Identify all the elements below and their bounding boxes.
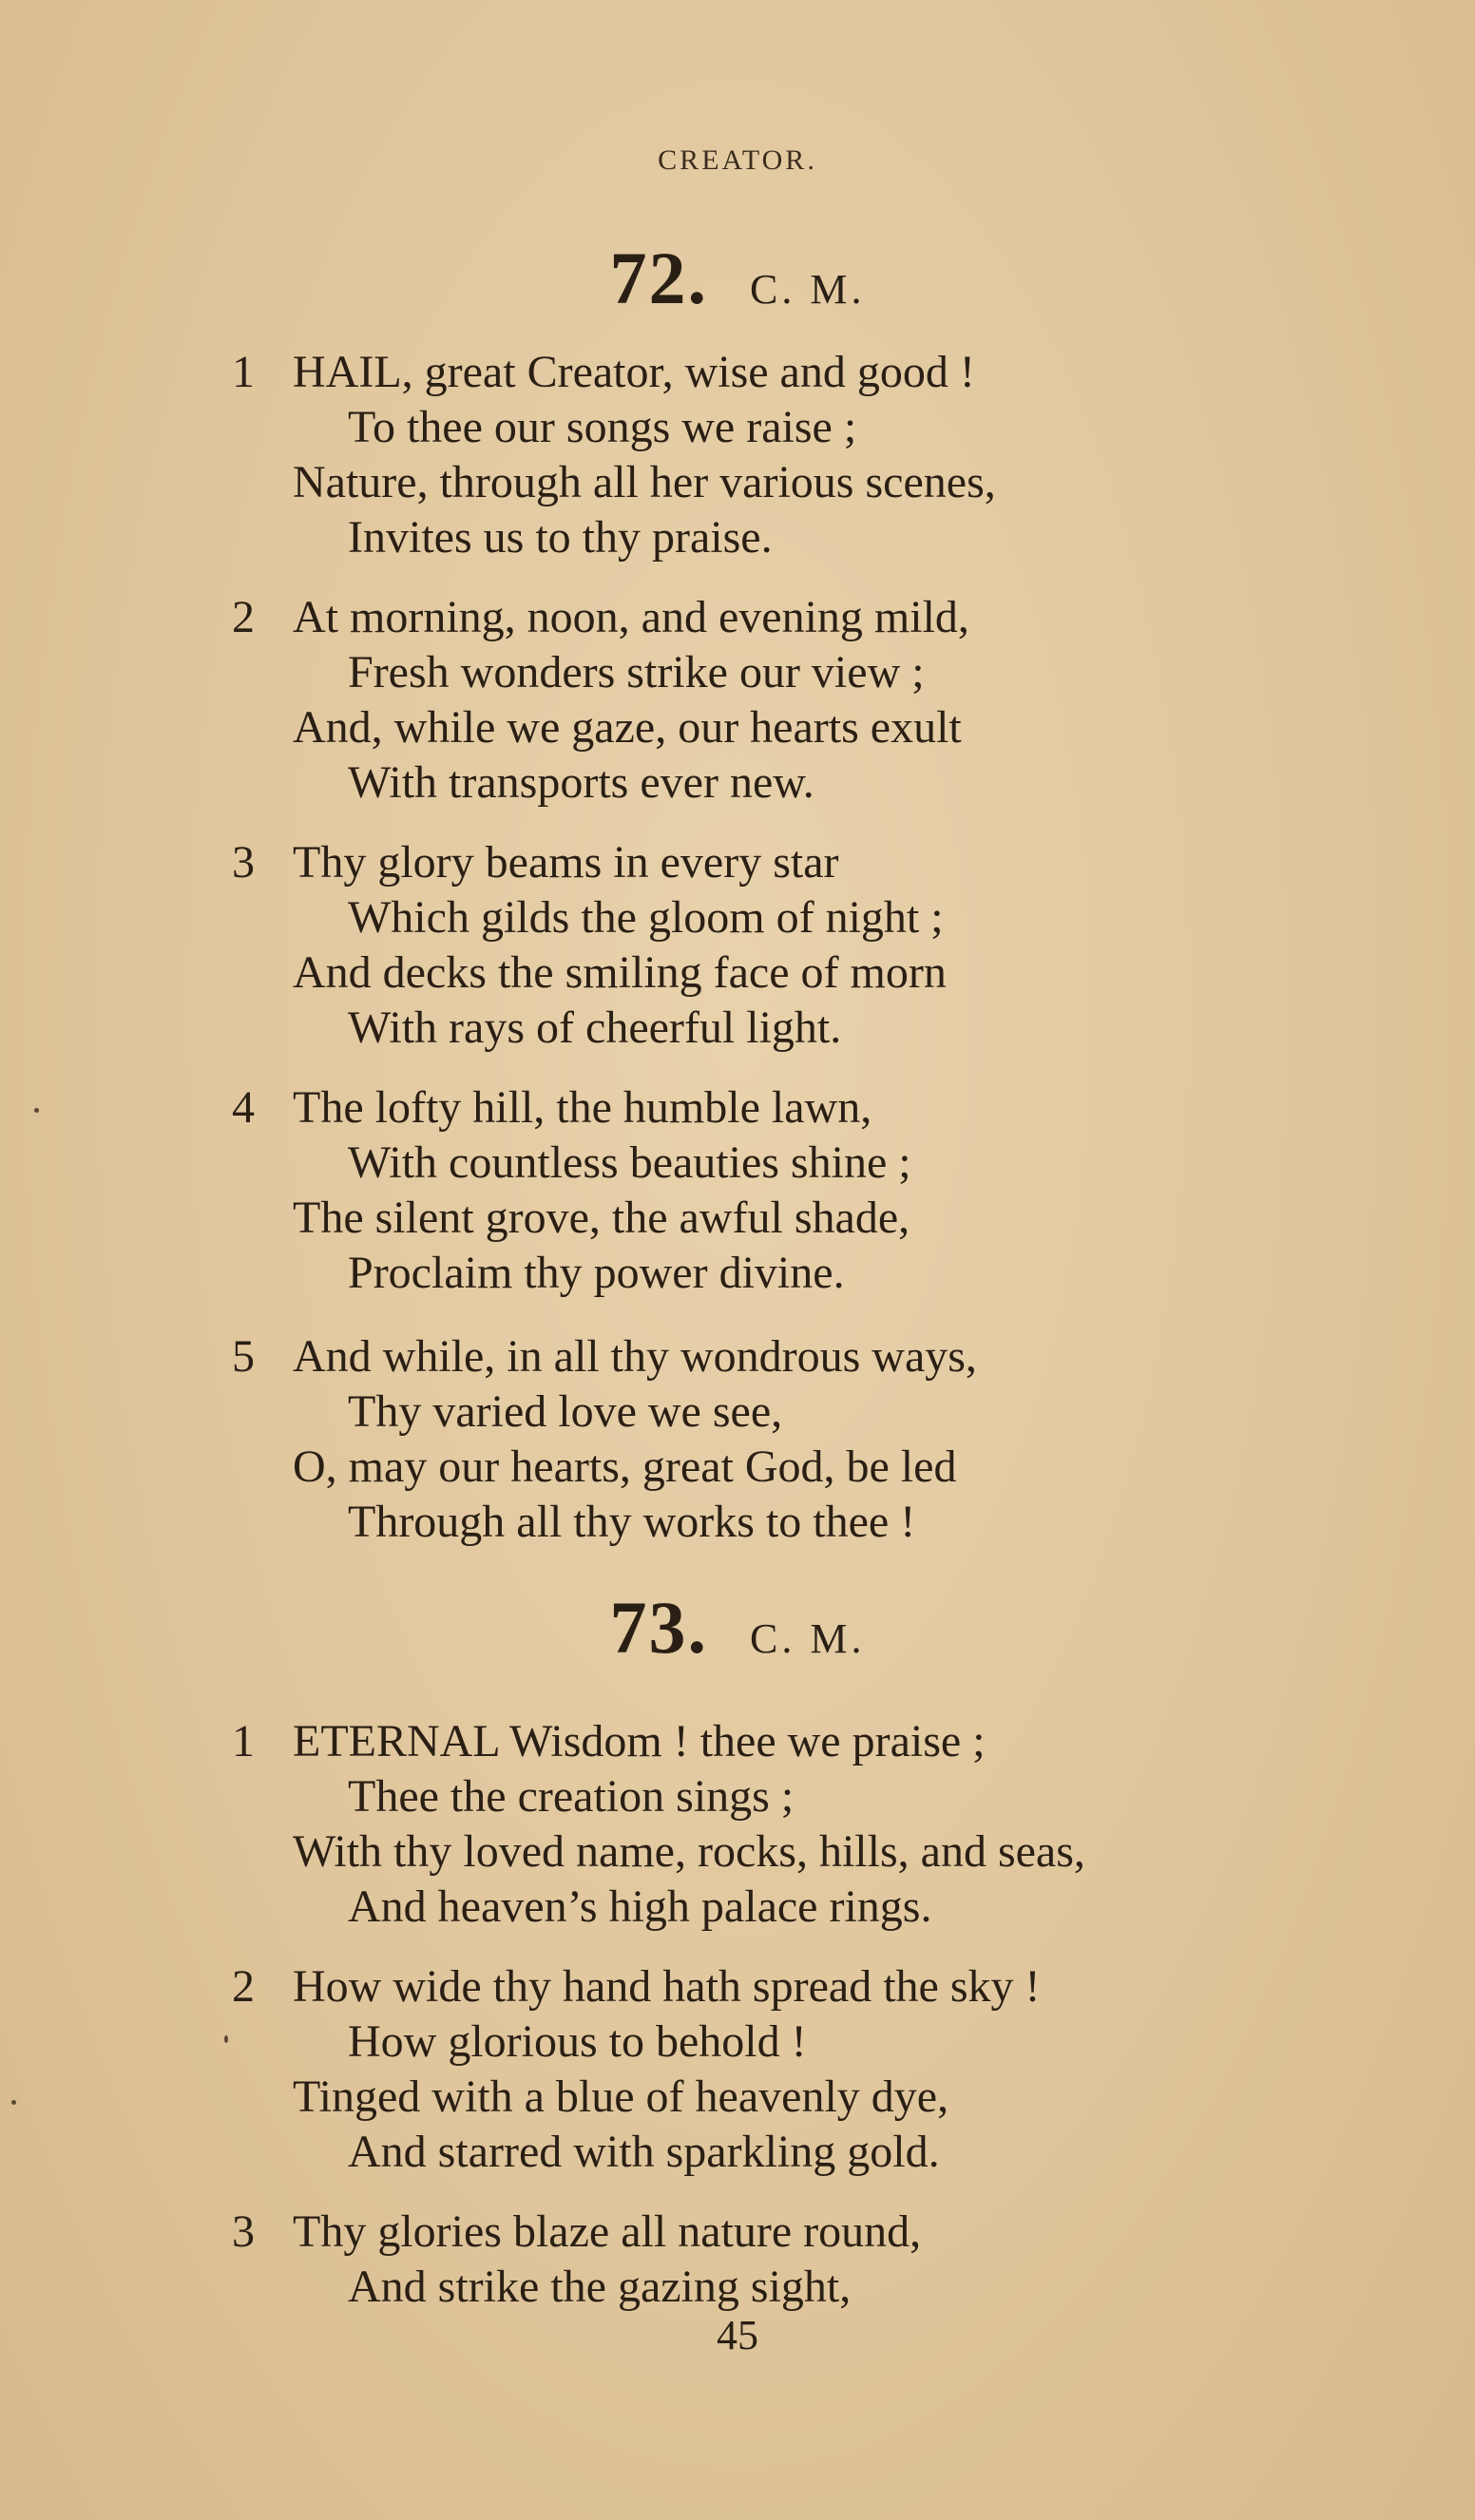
verse-line: The silent grove, the awful shade, (293, 1193, 910, 1243)
hymn-number: 72. (609, 237, 708, 319)
verse-line: How glorious to behold ! (348, 2016, 807, 2067)
verse-line: And while, in all thy wondrous ways, (293, 1331, 977, 1382)
verse-line: Nature, through all her various scenes, (293, 457, 996, 507)
verse-line: ETERNAL Wisdom ! thee we praise ; (293, 1716, 986, 1766)
stanza (232, 1329, 977, 1550)
paper-speck (224, 2035, 228, 2043)
verse-line: HAIL, great Creator, wise and good ! (293, 347, 975, 397)
verse-line: O, may our hearts, great God, be led (293, 1441, 957, 1492)
running-head: CREATOR. (658, 144, 817, 176)
paper-speck (11, 2100, 16, 2105)
verse-line: Which gilds the gloom of night ; (348, 892, 944, 943)
verse-line: And starred with sparkling gold. (348, 2127, 940, 2177)
stanza (232, 1714, 1085, 1935)
verse-line: And, while we gaze, our hearts exult (293, 702, 962, 753)
verse-line: Thy glory beams in every star (293, 837, 839, 888)
paper-speck (34, 1108, 39, 1113)
verse-line: Proclaim thy power divine. (348, 1248, 845, 1298)
verse-line: Through all thy works to thee ! (348, 1497, 916, 1547)
verse-line: With transports ever new. (348, 757, 814, 808)
verse-line: Tinged with a blue of heavenly dye, (293, 2071, 949, 2122)
verse-line: And heaven’s high palace rings. (348, 1881, 932, 1932)
stanza-number: 2 (232, 592, 255, 642)
hymn-meter: C. M. (750, 1615, 866, 1662)
verse-line: Thy varied love we see, (348, 1386, 783, 1437)
stanza (232, 345, 996, 565)
verse-line: Invites us to thy praise. (348, 512, 773, 563)
stanza (232, 1080, 911, 1301)
stanza-number: 3 (232, 2206, 255, 2257)
hymn-heading (0, 236, 1475, 321)
verse-line: Fresh wonders strike our view ; (348, 647, 925, 697)
stanza (232, 835, 947, 1056)
page-number: 45 (717, 2312, 758, 2358)
stanza (232, 1959, 1041, 2180)
hymn-number: 73. (609, 1586, 708, 1669)
verse-line: Thee the creation sings ; (348, 1771, 795, 1822)
stanza-number: 2 (232, 1961, 255, 2012)
hymn-heading (0, 1585, 1475, 1670)
stanza-number: 4 (232, 1082, 255, 1133)
verse-line: Thy glories blaze all nature round, (293, 2206, 922, 2257)
verse-line: And decks the smiling face of morn (293, 947, 947, 998)
verse-line: And strike the gazing sight, (348, 2262, 852, 2312)
hymn-meter: C. M. (750, 266, 866, 313)
stanza (232, 590, 969, 811)
stanza (232, 2205, 921, 2315)
stanza-number: 1 (232, 347, 255, 397)
stanza-number: 3 (232, 837, 255, 888)
verse-line: With rays of cheerful light. (348, 1002, 842, 1053)
stanza-number: 1 (232, 1716, 255, 1766)
verse-line: With countless beauties shine ; (348, 1137, 911, 1188)
verse-line: To thee our songs we raise ; (348, 402, 857, 452)
verse-line: The lofty hill, the humble lawn, (293, 1082, 872, 1133)
verse-line: At morning, noon, and evening mild, (293, 592, 969, 642)
stanza-number: 5 (232, 1331, 255, 1382)
verse-line: With thy loved name, rocks, hills, and seas, (293, 1826, 1085, 1877)
verse-line: How wide thy hand hath spread the sky ! (293, 1961, 1041, 2012)
